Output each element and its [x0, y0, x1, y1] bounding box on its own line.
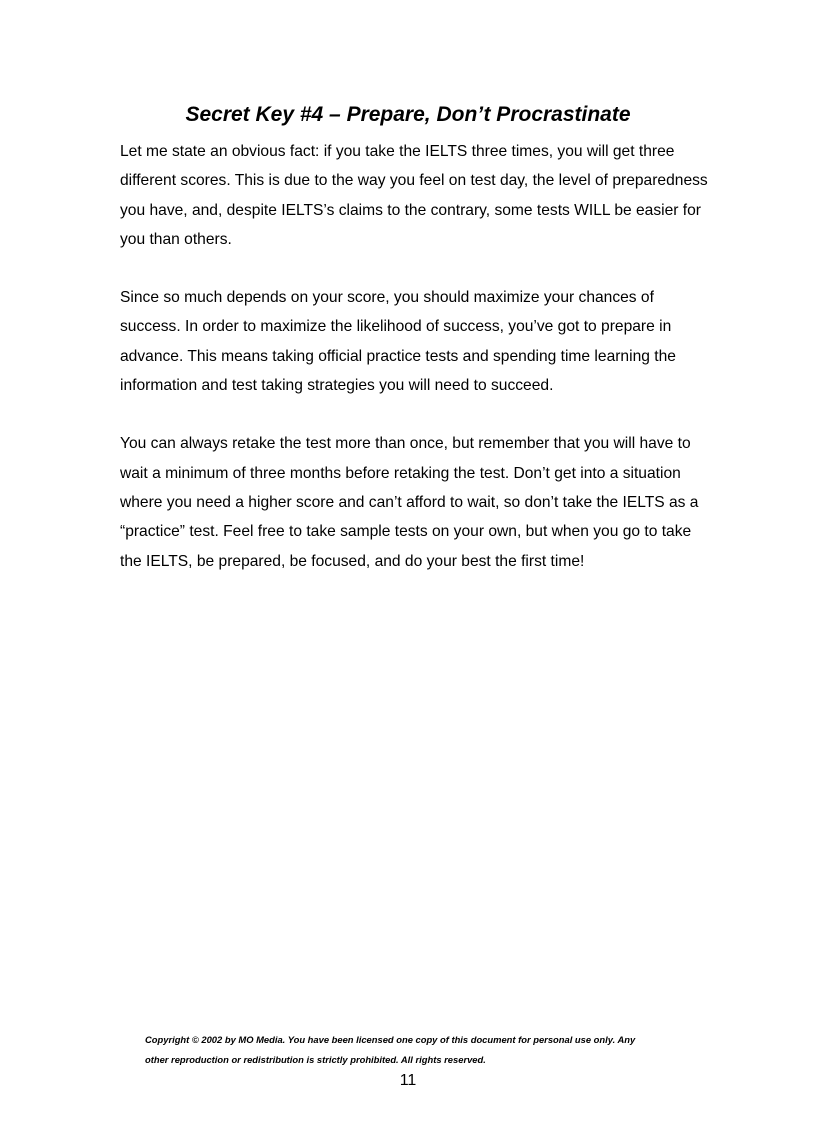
copyright-line-1: Copyright © 2002 by MO Media. You have been licensed one copy of this document for personal use only. Any — [145, 1034, 636, 1045]
paragraph-1: Let me state an obvious fact: if you take the IELTS three times, you will get three different scores. This is due to the way you feel on test day, the level of preparedness you have, and, despite IELTS’s claims to the contrary, some tests WILL be easier for you than others. — [120, 143, 708, 248]
paragraph-2: Since so much depends on your score, you should maximize your chances of success. In order to maximize the likelihood of success, you’ve got to prepare in advance. This means taking official practice tests and spending time learning the information and test taking strategies you will need to succeed. — [120, 289, 676, 395]
copyright-notice — [145, 1030, 745, 1069]
copyright-line-2: other reproduction or redistribution is strictly prohibited. All rights reserved. — [145, 1053, 486, 1065]
body-text — [120, 137, 710, 605]
paragraph-3: You can always retake the test more than once, but remember that you will have to wait a minimum of three months before retaking the test. Don’t get into a situation where you need a higher score and can’t afford to wait, so don’t take the IELTS as a “practice” test. Feel free to take sample tests on your own, but when you go to take the IELTS, be prepared, be focused, and do your best the first time! — [120, 435, 699, 570]
page-number: 11 — [399, 1072, 417, 1089]
page-title: Secret Key #4 – Prepare, Don’t Procrastinate — [185, 103, 631, 126]
